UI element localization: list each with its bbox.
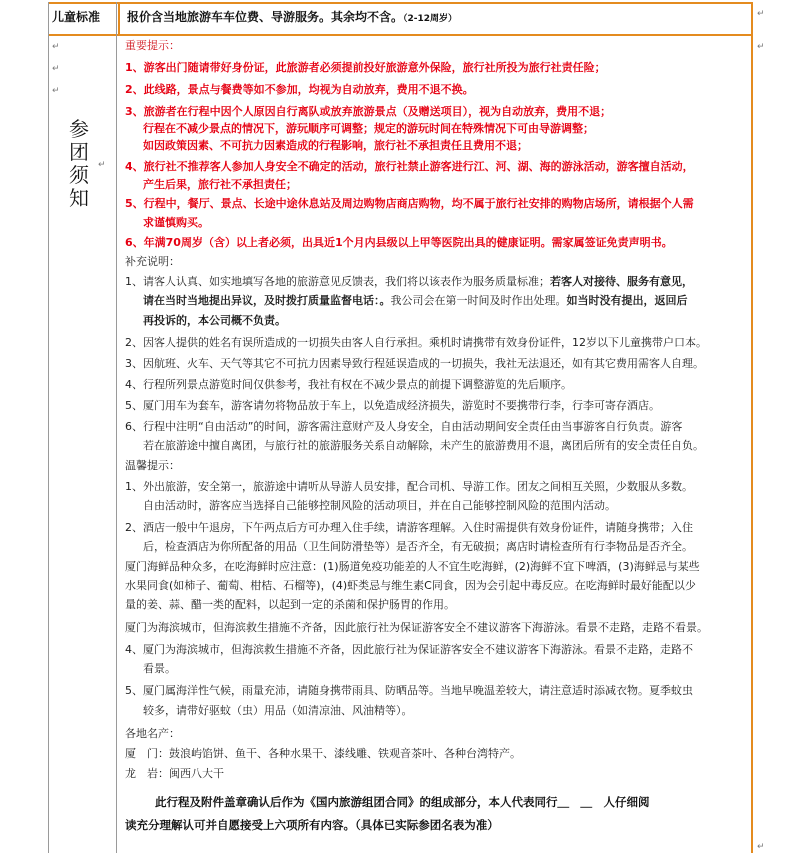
tips-item-1: 1、外出旅游，安全第一，旅游途中请听从导游人员安排，配合司机、导游工作。团友之间相互关照，少数服从多数。 xyxy=(125,480,693,493)
tips-item-4: 4、厦门为海滨城市，但海滨救生措施不齐备，因此旅行社为保证游客安全不建议游客下海游泳。看景不走路，走路不 xyxy=(125,643,693,656)
supplement-item-4: 4、行程所列景点游览时间仅供参考，我社有权在不减少景点的前提下调整游览的先后顺序。 xyxy=(125,378,572,391)
important-item-2: 2、此线路，景点与餐费等如不参加，均视为自动放弃，费用不退不换。 xyxy=(125,83,474,96)
supplement-item-1-cont xyxy=(143,293,688,308)
supplement-item-1-bold: 若客人对接待、服务有意见， xyxy=(550,275,693,288)
important-item-5: 5、行程中，餐厅、景点、长途中途休息站及周边购物店商店购物，均不属于旅行社安排的购物店场所，请根据个人需 xyxy=(125,197,694,210)
supplement-item-1-text: 1、请客人认真、如实地填写各地的旅游意见反馈表，我们将以该表作为服务质量标准； xyxy=(125,275,550,288)
important-item-3-cont: 如因政策因素、不可抗力因素造成的行程影响，旅行社不承担责任且费用不退； xyxy=(143,139,528,152)
important-item-5-cont: 求谨慎购买。 xyxy=(143,216,209,229)
important-item-3-cont: 行程在不减少景点的情况下，游玩顺序可调整；规定的游玩时间在特殊情况下可由导游调整； xyxy=(143,122,594,135)
table-border-header xyxy=(48,34,752,36)
tips-item-2: 2、酒店一般中午退房，下午两点后方可办理入住手续，请游客理解。入住时需提供有效身份证件，请随身携带；入住 xyxy=(125,521,693,534)
response-text: 我公司会在第一时间及时作出处理。 xyxy=(390,294,567,307)
swimming-tip: 厦门为海滨城市，但海滨救生措施不齐备，因此旅行社为保证游客安全不建议游客下海游泳。看景不走路，走路不看景。 xyxy=(125,621,708,634)
table-border-right xyxy=(751,2,753,853)
supplement-item-6: 6、行程中注明“自由活动”的时间，游客需注意财产及人身安全，自由活动期间安全责任由当事游客自行负责。游客 xyxy=(125,420,683,433)
seafood-tip: 厦门海鲜品种众多，在吃海鲜时应注意：(1)肠道免疫功能差的人不宜生吃海鲜，(2)海鲜不宜下啤酒，(3)海鲜忌与某些 xyxy=(125,560,700,573)
supplement-item-3: 3、因航班、火车、天气等其它不可抗力因素导致行程延误造成的一切损失，我社无法退还，如有其它费用需客人自理。 xyxy=(125,357,704,370)
child-price-age: （2-12周岁） xyxy=(403,14,458,24)
important-item-4: 4、旅行社不推荐客人参加人身安全不确定的活动，旅行社禁止游客进行江、河、湖、海的游泳活动，游客擅自活动， xyxy=(125,160,694,173)
child-price-main: 报价含当地旅游车车位费、导游服务。其余均不含。 xyxy=(127,10,404,24)
table-header-divider xyxy=(118,2,120,36)
important-item-4-cont: 产生后果，旅行社不承担责任； xyxy=(143,178,297,191)
supplement-item-1-cont: 再投诉的，本公司概不负责。 xyxy=(143,314,286,327)
tips-item-4-cont: 看景。 xyxy=(143,662,176,675)
confirmation-statement: 此行程及附件盖章确认后作为《国内旅游组团合同》的组成部分，本人代表同行＿ ＿ 人仔细阅 xyxy=(155,795,650,809)
notice-title-char: 知 xyxy=(69,186,89,210)
table-border-left xyxy=(48,2,49,853)
supplement-heading: 补充说明： xyxy=(125,255,180,268)
seafood-tip-cont: 量的姜、蒜、醋一类的配料，以起到一定的杀菌和保护肠胃的作用。 xyxy=(125,598,455,611)
paragraph-mark: ↵ xyxy=(757,9,765,19)
specialties-longyan: 龙 岩：闽西八大干 xyxy=(125,767,224,780)
notice-title-char: 须 xyxy=(69,163,89,187)
tips-heading: 温馨提示： xyxy=(125,459,180,472)
notice-title-char: 参 xyxy=(69,117,89,141)
supplement-item-6-cont: 若在旅游途中擅自离团，与旅行社的旅游服务关系自动解除，未产生的旅游费用不退，离团后所有的安全责任自负。 xyxy=(143,439,704,452)
notice-title-char: 团 xyxy=(69,140,89,164)
child-price-text xyxy=(127,8,457,25)
paragraph-mark: ↵ xyxy=(52,64,60,74)
important-item-6: 6、年满70周岁（含）以上者必须，出具近1个月内县级以上甲等医院出具的健康证明。需家属签证免责声明书。 xyxy=(125,236,673,249)
table-column-divider xyxy=(116,2,117,853)
tips-item-1-cont: 自由活动时，游客应当选择自己能够控制风险的活动项目，并在自己能够控制风险的范围内活动。 xyxy=(143,499,616,512)
no-complaint-text: 如当时没有提出，返回后 xyxy=(566,294,688,307)
child-price-label: 儿童标准 xyxy=(52,10,101,24)
important-item-3: 3、旅游者在行程中因个人原因自行离队或放弃旅游景点（及赠送项目），视为自动放弃，费用不退； xyxy=(125,105,612,118)
supplement-item-2: 2、因客人提供的姓名有误所造成的一切损失由客人自行承担。乘机时请携带有效身份证件，12岁以下儿童携带户口本。 xyxy=(125,336,707,349)
specialties-heading: 各地名产： xyxy=(125,727,180,740)
tips-item-5-cont: 较多，请带好驱蚊（虫）用品（如清凉油、风油精等）。 xyxy=(143,704,413,717)
tips-item-2-cont: 后，检查酒店为你所配备的用品（卫生间防滑垫等）是否齐全，有无破损；离店时请检查所有行李物品是否齐全。 xyxy=(143,540,693,553)
paragraph-mark: ↵ xyxy=(757,842,765,852)
tips-item-5: 5、厦门属海洋性气候，雨量充沛，请随身携带雨具、防晒品等。当地早晚温差较大，请注意适时添减衣物。夏季蚊虫 xyxy=(125,684,693,697)
seafood-tip-cont: 水果同食(如柿子、葡萄、柑桔、石榴等)，(4)虾类忌与维生素C同食，因为会引起中毒反应。在吃海鲜时最好能配以少 xyxy=(125,579,696,592)
confirmation-statement-cont: 读充分理解认可并自愿接受上六项所有内容。（具体已实际参团名表为准） xyxy=(125,818,499,832)
specialties-xiamen: 厦 门：鼓浪屿馅饼、鱼干、各种水果干、漆线雕、铁观音茶叶、各种台湾特产。 xyxy=(125,747,521,760)
complaint-phone-text: 请在当时当地提出异议，及时拨打质量监督电话：。 xyxy=(143,294,391,307)
paragraph-mark: ↵ xyxy=(757,42,765,52)
paragraph-mark: ↵ xyxy=(52,86,60,96)
paragraph-mark: ↵ xyxy=(52,42,60,52)
important-notice-heading: 重要提示： xyxy=(125,39,180,52)
supplement-item-1 xyxy=(125,274,693,289)
supplement-item-5: 5、厦门用车为套车，游客请勿将物品放于车上，以免造成经济损失，游览时不要携带行李，行李可寄存酒店。 xyxy=(125,399,660,412)
table-border-top xyxy=(48,2,752,4)
paragraph-mark: ↵ xyxy=(98,160,106,170)
important-item-1: 1、游客出门随请带好身份证，此旅游者必须提前投好旅游意外保险，旅行社所投为旅行社责任险； xyxy=(125,61,606,74)
notice-title xyxy=(65,118,93,210)
